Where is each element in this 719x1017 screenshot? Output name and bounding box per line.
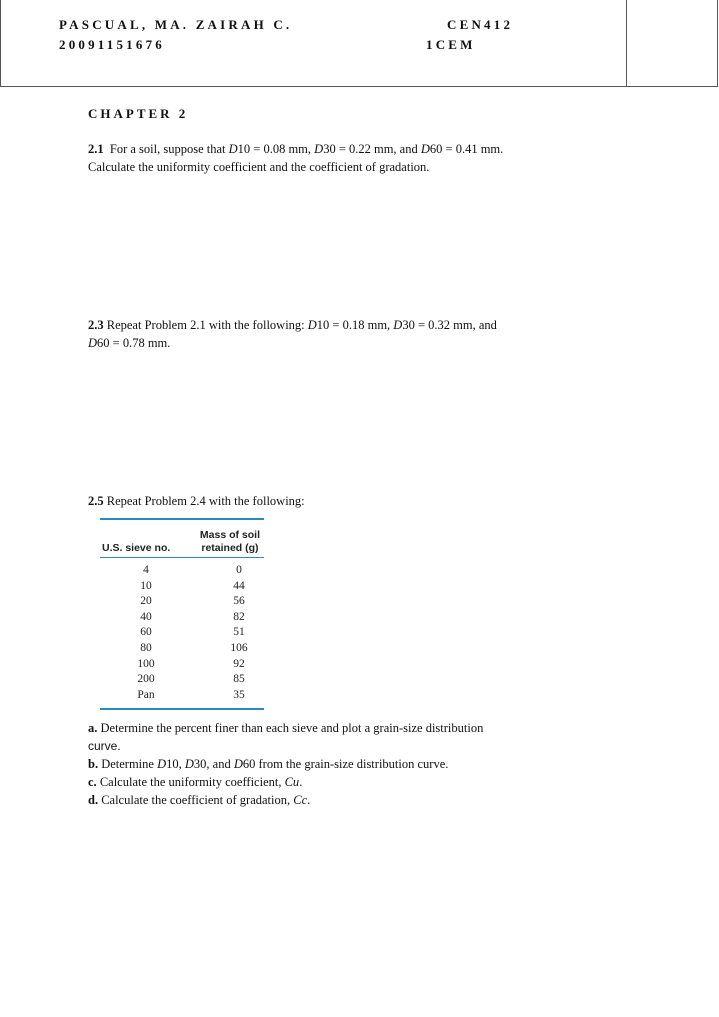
chapter-title: CHAPTER 2 bbox=[88, 106, 189, 121]
sieve-number-cell: 60 bbox=[140, 626, 152, 639]
problem-number: 2.3 bbox=[88, 318, 104, 332]
table-row bbox=[100, 595, 264, 611]
col-header-sieve: U.S. sieve no. bbox=[102, 541, 171, 554]
sieve-number-cell: 100 bbox=[137, 657, 155, 670]
problem-number: 2.5 bbox=[88, 494, 104, 508]
sieve-number-cell: 20 bbox=[140, 595, 152, 608]
table-row bbox=[100, 626, 264, 642]
part-a: a. Determine the percent finer than each sieve and plot a grain-size distribution curve. bbox=[88, 721, 484, 753]
sieve-number-cell: Pan bbox=[137, 688, 155, 701]
mass-retained-cell: 106 bbox=[230, 641, 248, 654]
mass-retained-cell: 56 bbox=[233, 595, 245, 608]
mass-retained-cell: 44 bbox=[233, 579, 245, 592]
col-header-mass: Mass of soil retained (g) bbox=[199, 528, 260, 554]
section: 1CEM bbox=[426, 37, 476, 52]
sieve-number-cell: 40 bbox=[140, 610, 152, 623]
mass-retained-cell: 82 bbox=[233, 610, 245, 623]
mass-retained-cell: 92 bbox=[233, 657, 245, 670]
table-bottom-rule bbox=[100, 708, 264, 710]
header-divider bbox=[626, 0, 627, 87]
table-row bbox=[100, 580, 264, 596]
sieve-number-cell: 4 bbox=[143, 564, 149, 576]
table-row bbox=[100, 564, 264, 580]
table-row bbox=[100, 673, 264, 689]
part-label: b. bbox=[88, 757, 99, 771]
part-d: d. Calculate the coefficient of gradation, Cc. bbox=[88, 793, 311, 807]
problem-2-5: 2.5 Repeat Problem 2.4 with the following: bbox=[88, 494, 305, 508]
table-body bbox=[100, 558, 264, 708]
part-b: b. Determine D10, D30, and D60 from the grain-size distribution curve. bbox=[88, 757, 449, 771]
mass-retained-cell: 51 bbox=[233, 626, 245, 639]
mass-retained-cell: 35 bbox=[233, 688, 245, 701]
student-id: 20091151676 bbox=[59, 37, 165, 52]
sieve-number-cell: 200 bbox=[137, 673, 155, 686]
sieve-number-cell: 80 bbox=[140, 641, 152, 654]
course-code: CEN412 bbox=[447, 17, 514, 32]
problem-2-3: 2.3 Repeat Problem 2.1 with the following: D10 = 0.18 mm, D30 = 0.32 mm, and D60 = 0.78 mm. bbox=[88, 318, 497, 350]
student-name: PASCUAL, MA. ZAIRAH C. bbox=[59, 17, 293, 32]
table-header bbox=[100, 520, 264, 557]
table-row bbox=[100, 689, 264, 705]
table-row bbox=[100, 611, 264, 627]
mass-retained-cell: 85 bbox=[233, 673, 245, 686]
mass-retained-cell: 0 bbox=[236, 564, 242, 576]
table-row bbox=[100, 658, 264, 674]
problem-2-1: 2.1 For a soil, suppose that D10 = 0.08 mm, D30 = 0.22 mm, and D60 = 0.41 mm. Calculate the uniformity coefficient and the coefficient of gradation. bbox=[88, 142, 504, 174]
part-label: a. bbox=[88, 721, 98, 735]
table-row bbox=[100, 642, 264, 658]
part-label: c. bbox=[88, 775, 97, 789]
problem-number: 2.1 bbox=[88, 142, 104, 156]
sieve-table bbox=[100, 518, 264, 710]
part-label: d. bbox=[88, 793, 99, 807]
part-c: c. Calculate the uniformity coefficient, Cu. bbox=[88, 775, 303, 789]
sieve-number-cell: 10 bbox=[140, 579, 152, 592]
